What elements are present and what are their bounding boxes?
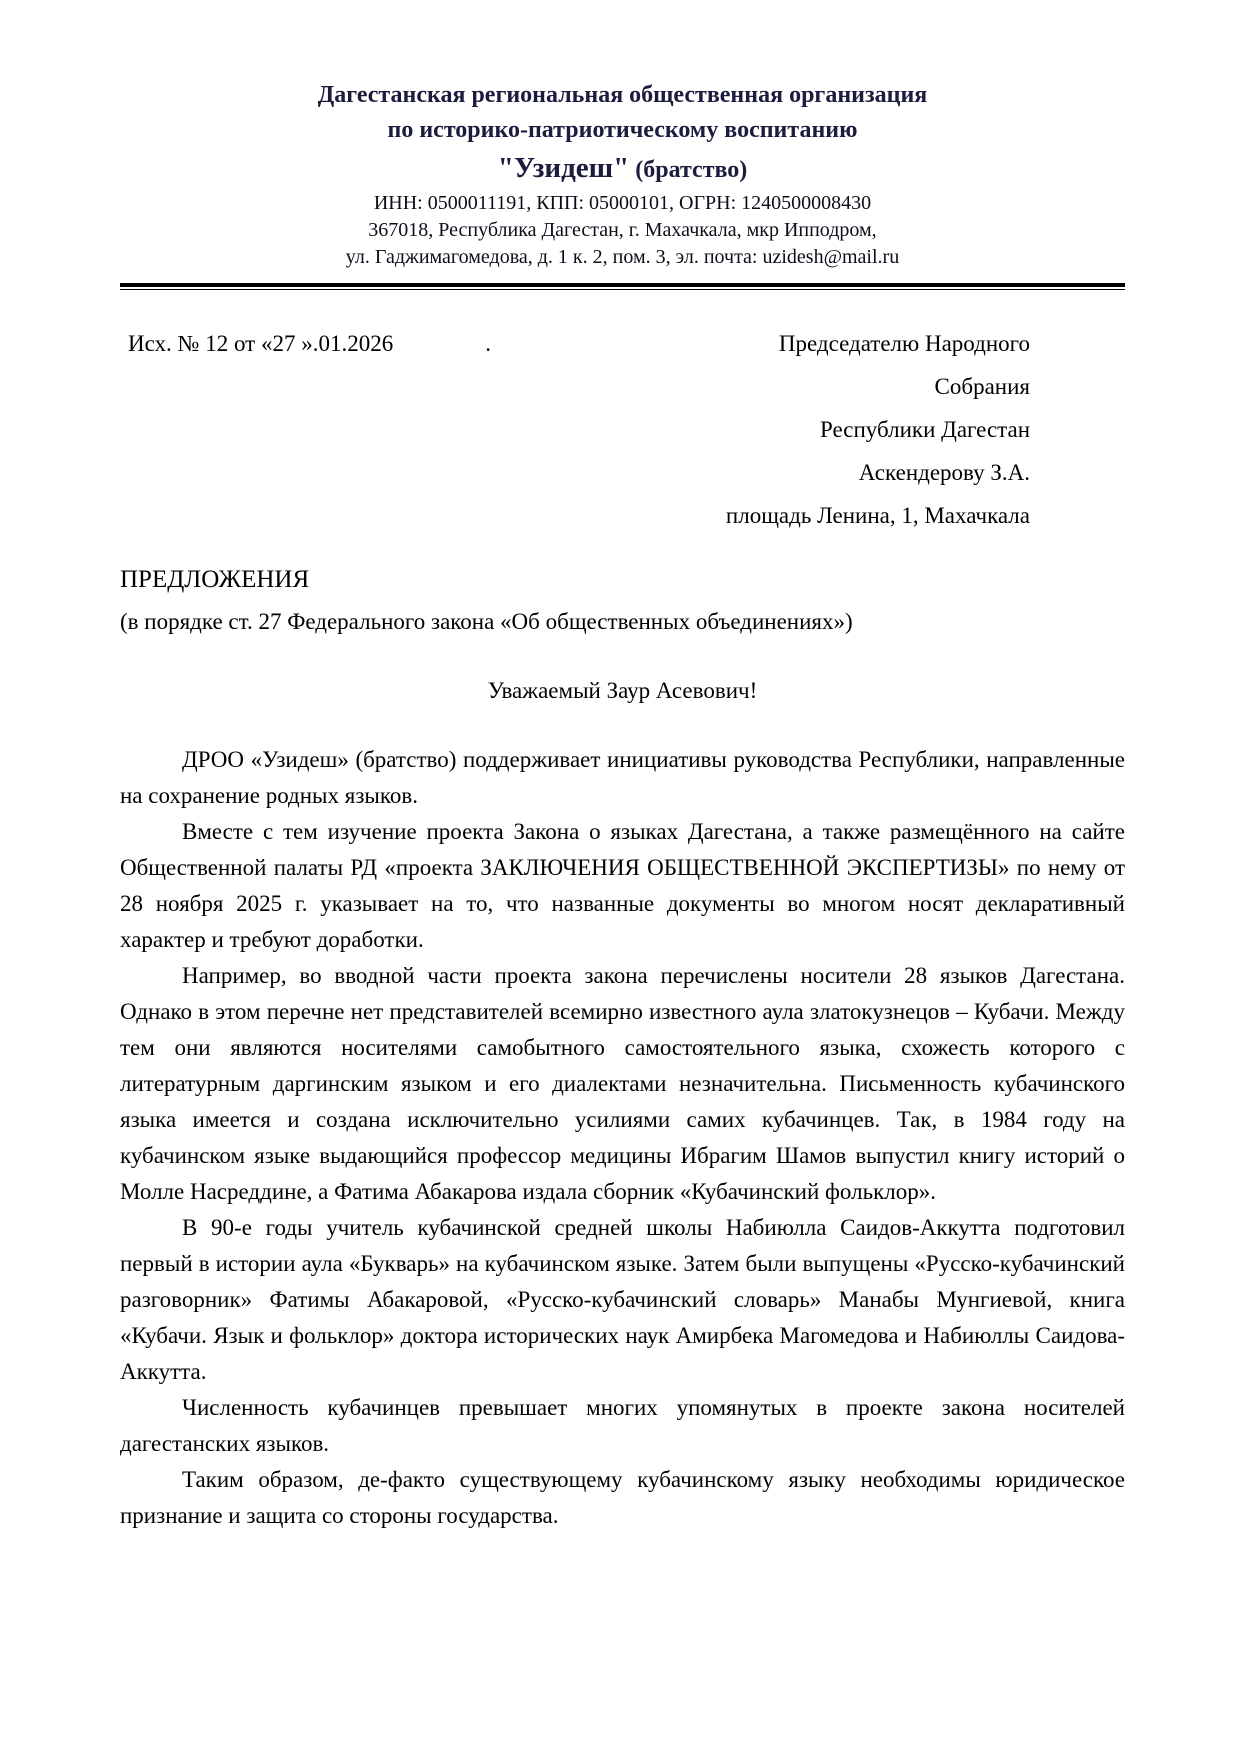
body-paragraph: В 90-е годы учитель кубачинской средней школы Набиюлла Саидов-Аккутта подготовил первый в истории аула «Букварь» на кубачинском языке. Затем были выпущены «Русско-кубачинский разговорник» Фатимы Абакаровой, «Русско-кубачинский словарь» Манабы Мунгиевой, книга «Кубачи. Язык и фольклор» доктора исторических наук Амирбека Магомедова и Набиюллы Саидова-Аккутта. [120,1215,1125,1384]
letter-body [120,742,1125,1534]
body-paragraph: Таким образом, де-факто существующему кубачинскому языку необходимы юридическое признание и защита со стороны государства. [120,1467,1125,1528]
recipient-line: Председателю Народного [778,331,1030,356]
reference-and-recipient-row [120,322,1125,537]
org-short-name [120,148,1125,190]
recipient-line: Аскендерову З.А. [858,460,1030,485]
recipient-line: площадь Ленина, 1, Махачкала [725,503,1030,528]
document-subtitle: (в порядке ст. 27 Федерального закона «Об общественных объединениях») [120,609,853,634]
body-paragraph: ДРОО «Узидеш» (братство) поддерживает инициативы руководства Республики, направленные на сохранение родных языков. [120,747,1125,808]
reference-trailing-dot: . [485,331,491,356]
org-address-line-2: ул. Гаджимагомедова, д. 1 к. 2, пом. 3, эл. почта: uzidesh@mail.ru [345,246,900,268]
recipient-line: Республики Дагестан [820,417,1030,442]
document-title: ПРЕДЛОЖЕНИЯ [120,566,310,593]
letterhead [120,78,1125,271]
org-registration-info: ИНН: 0500011191, КПП: 05000101, ОГРН: 1240500008430 [373,192,872,214]
letterhead-divider [120,283,1125,290]
body-paragraph: Вместе с тем изучение проекта Закона о языках Дагестана, а также размещённого на сайте Общественной палаты РД «проекта ЗАКЛЮЧЕНИЯ ОБЩЕСТВЕННОЙ ЭКСПЕРТИЗЫ» по нему от 28 ноября 2025 г. указывает на то, что названные документы во многом носят декларативный характер и требуют доработки. [120,819,1125,952]
org-name-line-2: по историко-патриотическому воспитанию [387,117,858,143]
org-name-line-1: Дагестанская региональная общественная организация [317,82,928,108]
org-short-name-sub: (братство) [629,157,748,183]
salutation: Уважаемый Заур Асевович! [487,678,758,703]
body-paragraph: Например, во вводной части проекта закона перечислены носители 28 языков Дагестана. Однако в этом перечне нет представителей всемирно известного аула златокузнецов – Кубачи. Между тем они являются носителями самобытного самостоятельного языка, схожесть которого с литературным даргинским языком и его диалектами незначительна. Письменность кубачинского языка имеется и создана исключительно усилиями самих кубачинцев. Так, в 1984 году на кубачинском языке выдающийся профессор медицины Ибрагим Шамов выпустил книгу историй о Молле Насреддине, а Фатима Абакарова издала сборник «Кубачинский фольклор». [120,963,1125,1204]
recipient-line: Собрания [934,374,1030,399]
recipient-block [726,322,1125,537]
outgoing-reference: Исх. № 12 от «27 ».01.2026 [128,331,394,356]
body-paragraph: Численность кубачинцев превышает многих упомянутых в проекте закона носителей дагестанских языков. [120,1395,1125,1456]
org-address-line-1: 367018, Республика Дагестан, г. Махачкала, мкр Ипподром, [368,219,877,241]
org-short-name-main: "Узидеш" [497,152,630,184]
